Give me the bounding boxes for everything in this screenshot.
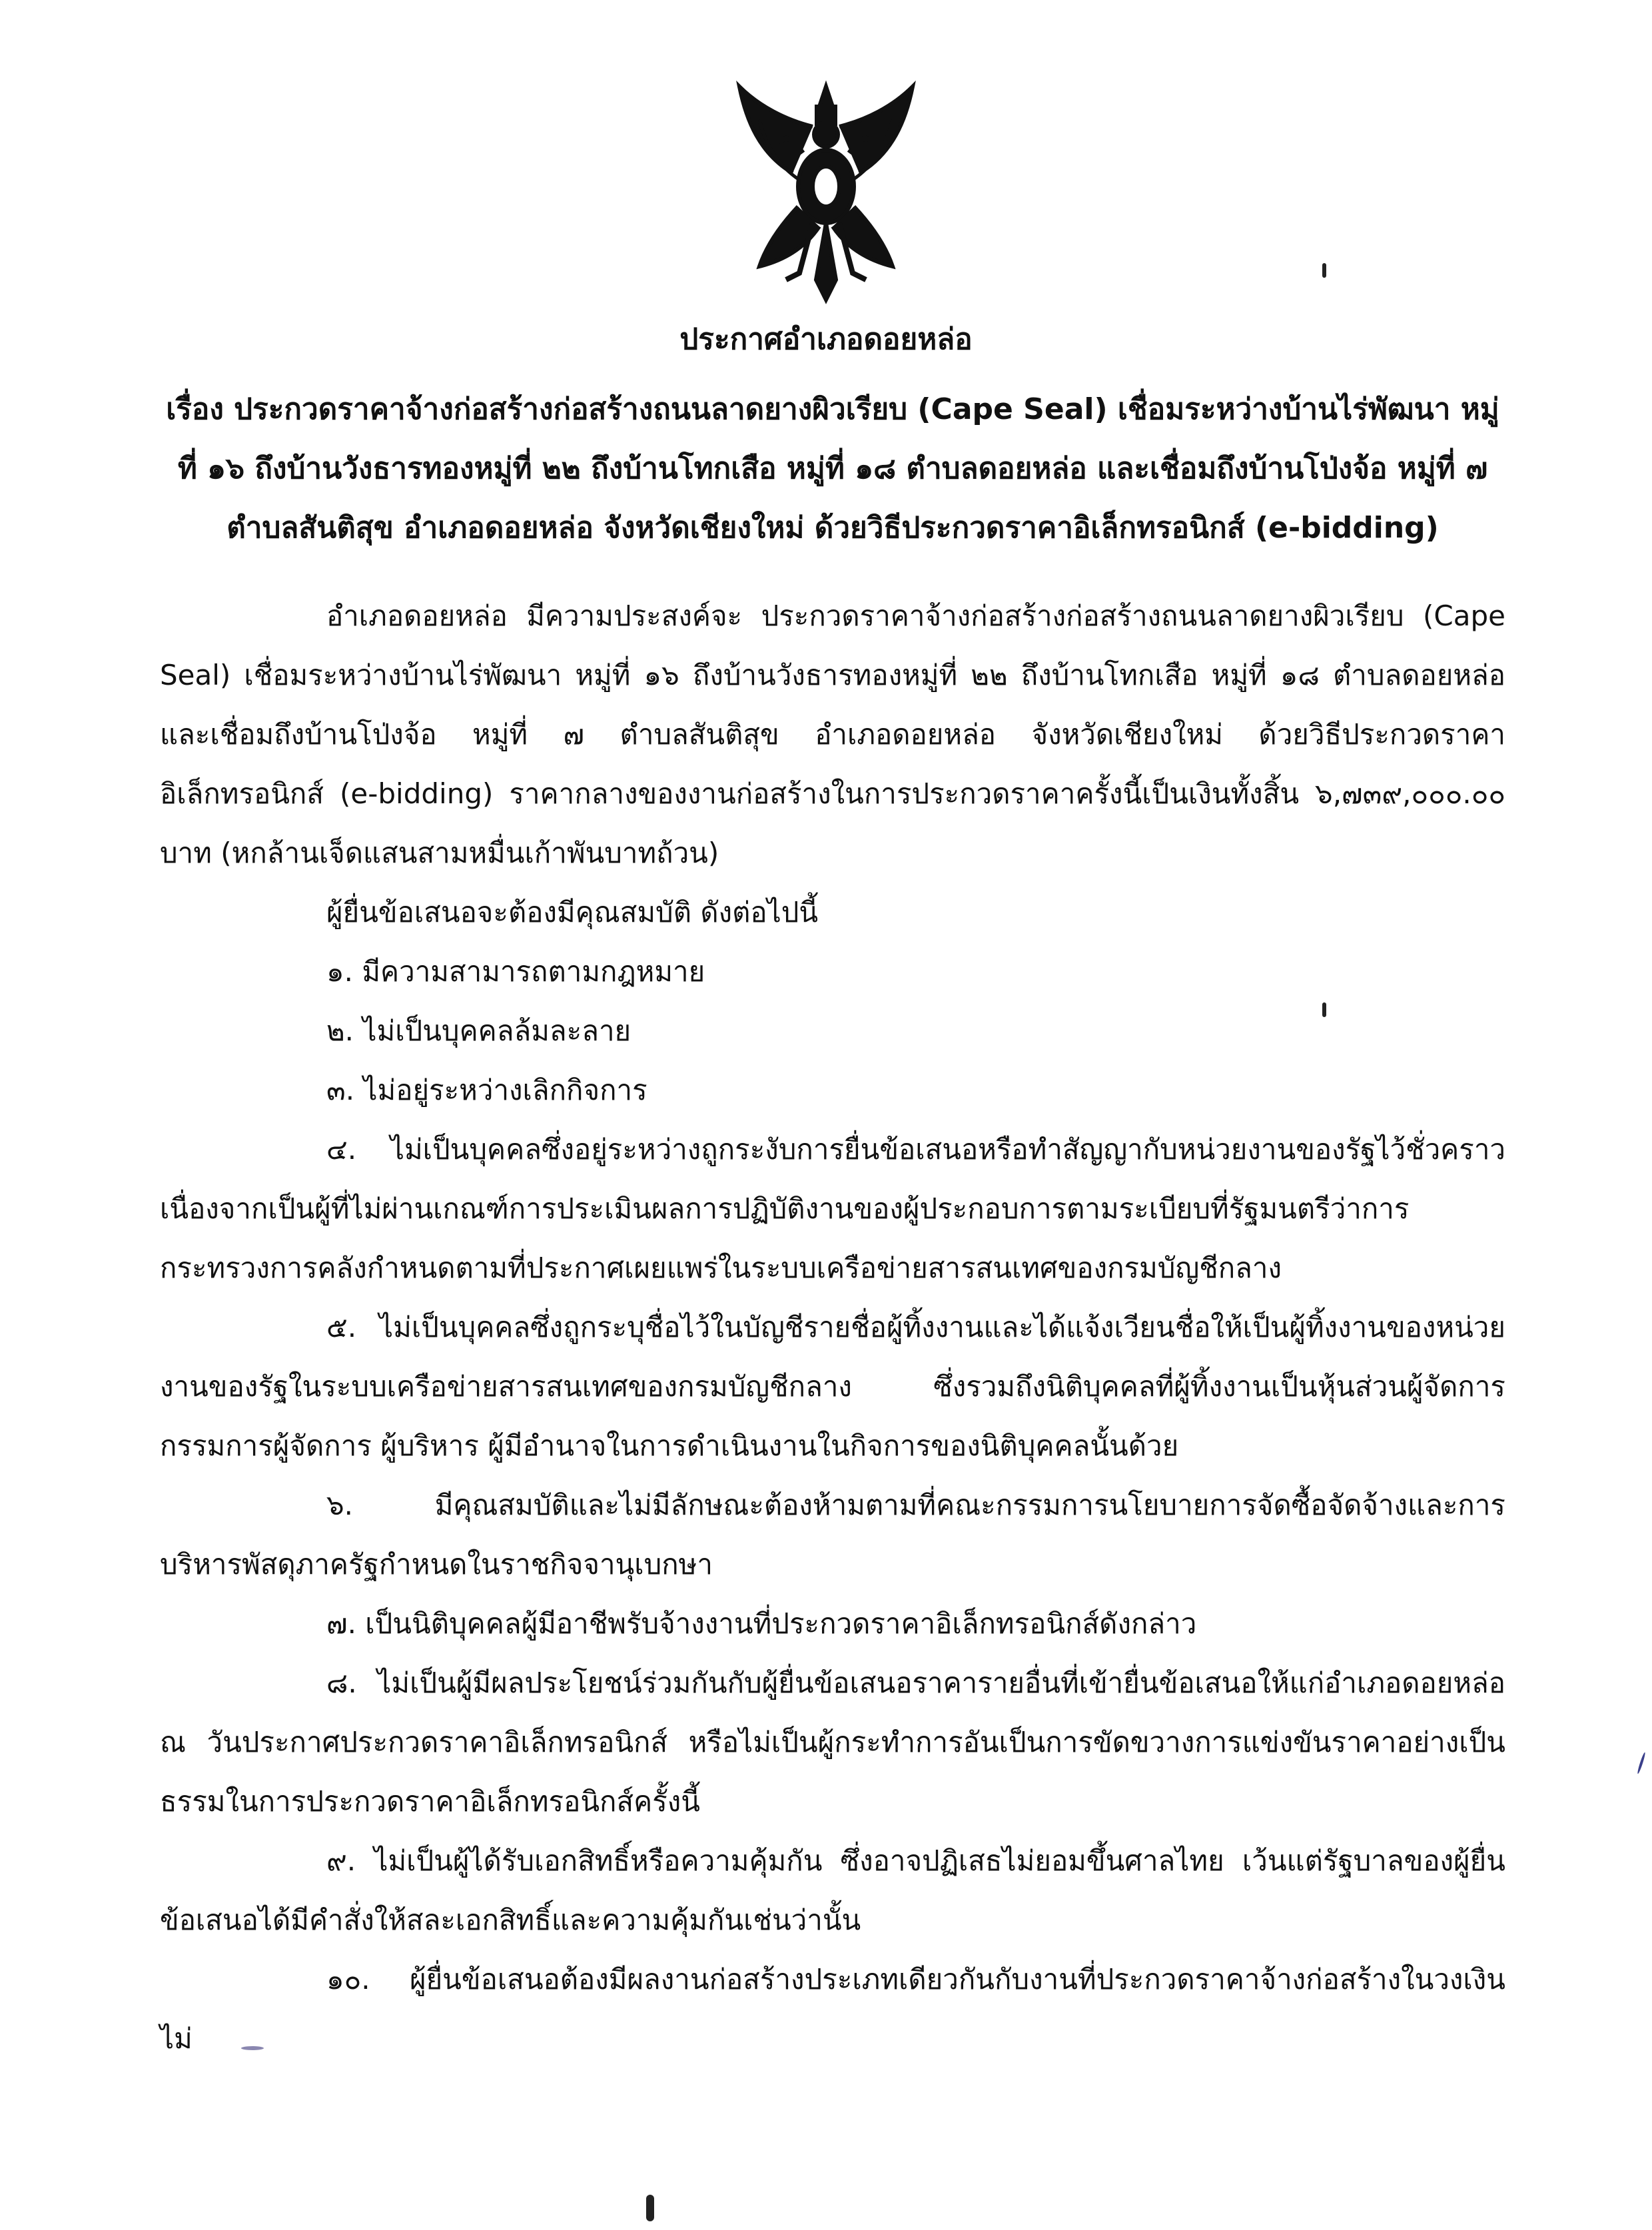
announcement-title: ประกาศอำเภอดอยหล่อ [679, 322, 973, 356]
scan-speck [241, 2046, 264, 2050]
scan-speck [1322, 1002, 1326, 1017]
qualification-item: ๙. ไม่เป็นผู้ได้รับเอกสิทธิ์หรือความคุ้มกัน ซึ่งอาจปฏิเสธไม่ยอมขึ้นศาลไทย เว้นแต่รัฐบาลของผู้ยื่นข้อเสนอได้มีคำสั่งให้สละเอกสิทธิ์และความคุ้มกันเช่นว่านั้น [160, 1844, 1505, 1936]
qualification-item: ๔. ไม่เป็นบุคคลซึ่งอยู่ระหว่างถูกระงับการยื่นข้อเสนอหรือทำสัญญากับหน่วยงานของรัฐไว้ชั่วคราว เนื่องจากเป็นผู้ที่ไม่ผ่านเกณฑ์การประเมินผลการปฏิบัติงานของผู้ประกอบการตามระเบียบที่รัฐมนตรีว่าการกระทรวงการคลังกำหนดตามที่ประกาศเผยแพร่ในระบบเครือข่ายสารสนเทศของกรมบัญชีกลาง [160, 1133, 1505, 1284]
qualification-item: ๗. เป็นนิติบุคคลผู้มีอาชีพรับจ้างงานที่ประกวดราคาอิเล็กทรอนิกส์ดังกล่าว [326, 1607, 1197, 1640]
qualification-item: ๖. มีคุณสมบัติและไม่มีลักษณะต้องห้ามตามที่คณะกรรมการนโยบายการจัดซื้อจัดจ้างและการบริหารพัสดุภาครัฐกำหนดในราชกิจจานุเบกษา [160, 1489, 1505, 1581]
qualification-item: ๑๐. ผู้ยื่นข้อเสนอต้องมีผลงานก่อสร้างประเภทเดียวกันกับงานที่ประกวดราคาจ้างก่อสร้างในวงเงินไม่ [160, 1963, 1505, 2055]
qualification-item: ๑. มีความสามารถตามกฎหมาย [326, 955, 705, 988]
scan-speck [1637, 1752, 1646, 1774]
scan-speck [646, 2195, 654, 2221]
announcement-subject: เรื่อง ประกวดราคาจ้างก่อสร้างก่อสร้างถนนลาดยางผิวเรียบ (Cape Seal) เชื่อมระหว่างบ้านไร่พัฒนา หมู่ที่ ๑๖ ถึงบ้านวังธารทองหมู่ที่ ๒๒ ถึงบ้านโทกเสือ หมู่ที่ ๑๘ ตำบลดอยหล่อ และเชื่อมถึงบ้านโป่งจ้อ หมู่ที่ ๗ ตำบลสันติสุข อำเภอดอยหล่อ จังหวัดเชียงใหม่ ด้วยวิธีประกวดราคาอิเล็กทรอนิกส์ (e-bidding) [166, 392, 1499, 545]
announcement-body [160, 586, 1505, 2068]
qualification-item: ๓. ไม่อยู่ระหว่างเลิกกิจการ [326, 1074, 647, 1106]
garuda-emblem-icon [719, 80, 933, 306]
scan-speck [1322, 263, 1326, 278]
qualification-item: ๘. ไม่เป็นผู้มีผลประโยชน์ร่วมกันกับผู้ยื่นข้อเสนอราคารายอื่นที่เข้ายื่นข้อเสนอให้แก่อำเภอดอยหล่อ ณ วันประกาศประกวดราคาอิเล็กทรอนิกส์ หรือไม่เป็นผู้กระทำการอันเป็นการขัดขวางการแข่งขันราคาอย่างเป็นธรรมในการประกวดราคาอิเล็กทรอนิกส์ครั้งนี้ [160, 1667, 1505, 1818]
intro-paragraph: อำเภอดอยหล่อ มีความประสงค์จะ ประกวดราคาจ้างก่อสร้างก่อสร้างถนนลาดยางผิวเรียบ (Cape Seal) เชื่อมระหว่างบ้านไร่พัฒนา หมู่ที่ ๑๖ ถึงบ้านวังธารทองหมู่ที่ ๒๒ ถึงบ้านโทกเสือ หมู่ที่ ๑๘ ตำบลดอยหล่อ และเชื่อมถึงบ้านโป่งจ้อ หมู่ที่ ๗ ตำบลสันติสุข อำเภอดอยหล่อ จังหวัดเชียงใหม่ ด้วยวิธีประกวดราคาอิเล็กทรอนิกส์ (e-bidding) ราคากลางของงานก่อสร้างในการประกวดราคาครั้งนี้เป็นเงินทั้งสิ้น ๖,๗๓๙,๐๐๐.๐๐ บาท (หกล้านเจ็ดแสนสามหมื่นเก้าพันบาทถ้วน) [160, 599, 1505, 869]
qualifications-heading: ผู้ยื่นข้อเสนอจะต้องมีคุณสมบัติ ดังต่อไปนี้ [326, 896, 819, 929]
qualification-item: ๒. ไม่เป็นบุคคลล้มละลาย [326, 1014, 631, 1047]
qualification-item: ๕. ไม่เป็นบุคคลซึ่งถูกระบุชื่อไว้ในบัญชีรายชื่อผู้ทิ้งงานและได้แจ้งเวียนชื่อให้เป็นผู้ทิ้งงานของหน่วยงานของรัฐในระบบเครือข่ายสารสนเทศของกรมบัญชีกลาง ซึ่งรวมถึงนิติบุคคลที่ผู้ทิ้งงานเป็นหุ้นส่วนผู้จัดการ กรรมการผู้จัดการ ผู้บริหาร ผู้มีอำนาจในการดำเนินงานในกิจการของนิติบุคคลนั้นด้วย [160, 1311, 1505, 1462]
